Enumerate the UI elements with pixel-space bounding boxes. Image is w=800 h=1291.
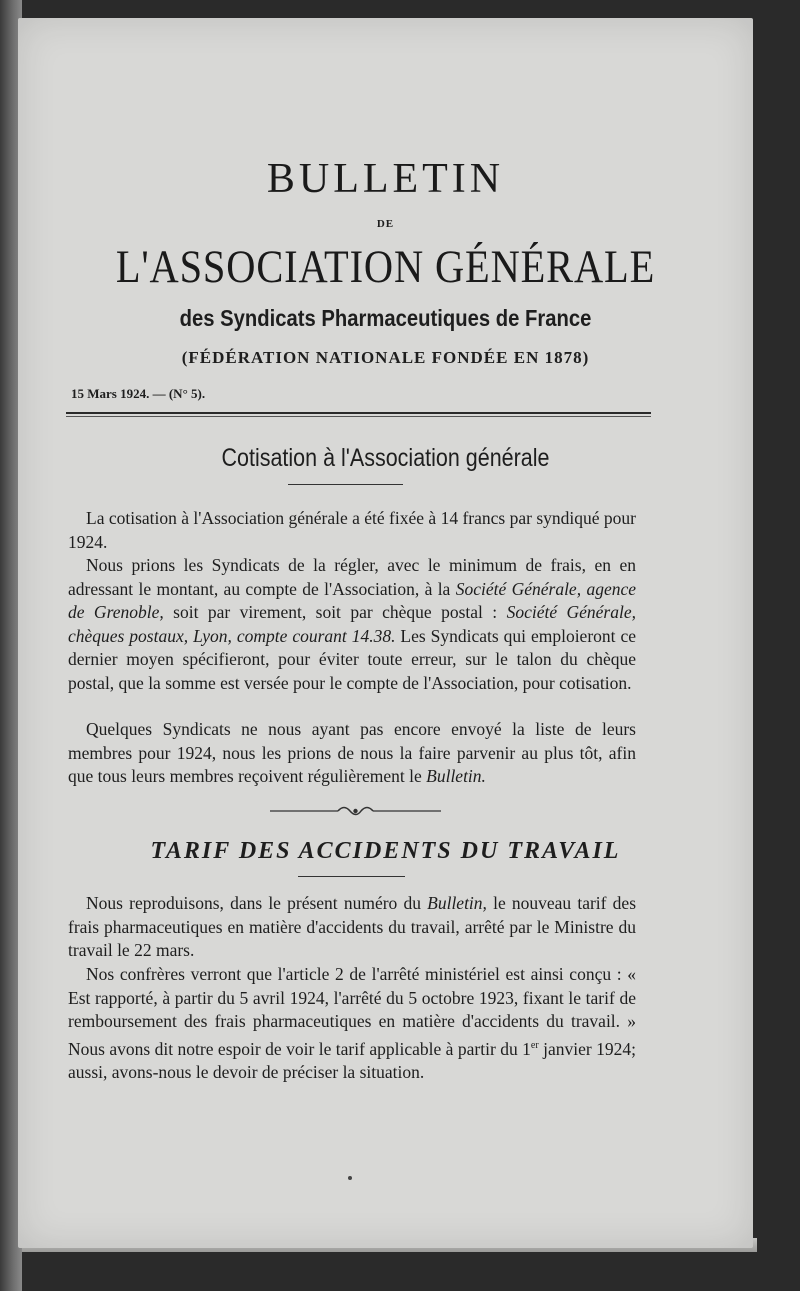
heading-underline [288,484,403,485]
masthead-de: DE [376,218,395,230]
print-speck [348,1176,352,1180]
masthead-association: L'ASSOCIATION GÉNÉRALE [115,241,656,293]
issue-date: 15 Mars 1924. — (N° 5). [71,386,206,401]
fleuron-ornament [268,801,443,821]
paragraph-cotisation-1: La cotisation à l'Association générale a été fixée à 14 francs par syndiqué pour 1924. [68,508,636,552]
masthead-federation: (FÉDÉRATION NATIONALE FONDÉE EN 1878) [181,348,590,367]
masthead-rule [66,412,651,414]
section-heading-tarif: TARIF DES ACCIDENTS DU TRAVAIL [150,838,621,864]
masthead-subtitle: des Syndicats Pharmaceutiques de France [179,305,592,331]
document-page [18,18,753,1248]
paragraph-tarif-1: Nous reproduisons, dans le présent numéro du Bulletin, le nouveau tarif des frais pharmaceutiques en matière d'accidents du travail, arrêté par le Ministre du travail le 22 mars. [68,893,636,960]
masthead-title: BULLETIN [266,156,505,202]
paragraph-cotisation-3: Quelques Syndicats ne nous ayant pas encore envoyé la liste de leurs membres pour 1924, nous les prions de nous la faire parvenir au plus tôt, afin que tous leurs membres reçoivent régulièrement le Bulletin. [68,719,636,786]
heading-underline [298,876,405,877]
section-heading-cotisation: Cotisation à l'Association générale [221,444,550,472]
paragraph-cotisation-2: Nous prions les Syndicats de la régler, avec le minimum de frais, en en adressant le montant, au compte de l'Association, à la Société Générale, agence de Grenoble, soit par virement, soit par chèque postal : Société Générale, chèques postaux, Lyon, compte courant 14.38. Les Syndicats qui emploieront ce dernier moyen spécifieront, pour éviter toute erreur, sur le talon du chèque postal, que la somme est versée pour le compte de l'Association, pour cotisation. [68,555,636,693]
paragraph-tarif-2: Nos confrères verront que l'article 2 de l'arrêté ministériel est ainsi conçu : « Est rapporté, à partir du 5 avril 1924, l'arrêté du 5 octobre 1923, fixant le tarif de remboursement des frais pharmaceutiques en matière d'accidents du travail. » Nous avons dit notre espoir de voir le tarif applicable à partir du 1er janvier 1924; aussi, avons-nous le devoir de préciser la situation. [68,964,637,1082]
